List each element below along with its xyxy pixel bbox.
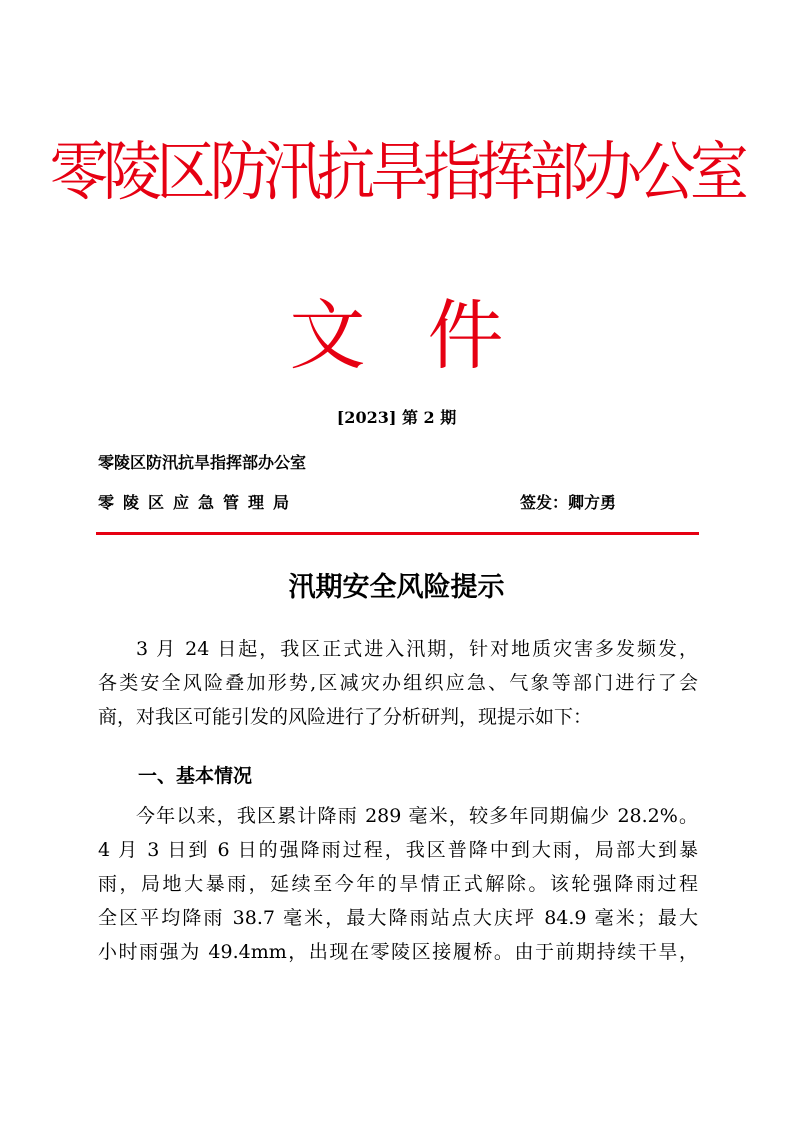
article-headline: 汛期安全风险提示 <box>288 572 505 603</box>
issue-number: [2023] 第 2 期 <box>336 408 457 427</box>
section-paragraph <box>98 799 698 969</box>
red-divider <box>96 532 699 535</box>
section-line: 全区平均降雨 38.7 毫米，最大降雨站点大庆坪 84.9 毫米；最大 <box>98 907 698 929</box>
issuer-line-2: 零陵区应急管理局 <box>98 493 299 512</box>
intro-line: 商，对我区可能引发的风险进行了分析研判，现提示如下： <box>98 706 593 728</box>
organization-title: 零陵区防汛抗旱指挥部办公室 <box>49 136 744 210</box>
intro-line: 3 月 24 日起，我区正式进入汛期，针对地质灾害多发频发， <box>136 638 698 660</box>
section-line: 小时雨强为 49.4mm，出现在零陵区接履桥。由于前期持续干旱， <box>98 941 698 963</box>
issuer-line-1: 零陵区防汛抗旱指挥部办公室 <box>98 453 307 472</box>
section-line: 4 月 3 日到 6 日的强降雨过程，我区普降中到大雨，局部大到暴 <box>98 839 698 861</box>
document-word: 文件 <box>289 291 566 380</box>
section-line: 今年以来，我区累计降雨 289 毫米，较多年同期偏少 28.2%。 <box>136 805 698 827</box>
intro-paragraph <box>98 632 698 734</box>
section-heading: 一、基本情况 <box>138 765 253 787</box>
intro-line: 各类安全风险叠加形势,区减灾办组织应急、气象等部门进行了会 <box>98 672 698 694</box>
section-line: 雨，局地大暴雨，延续至今年的旱情正式解除。该轮强降雨过程 <box>98 873 698 895</box>
signer: 签发：卿方勇 <box>520 493 617 512</box>
